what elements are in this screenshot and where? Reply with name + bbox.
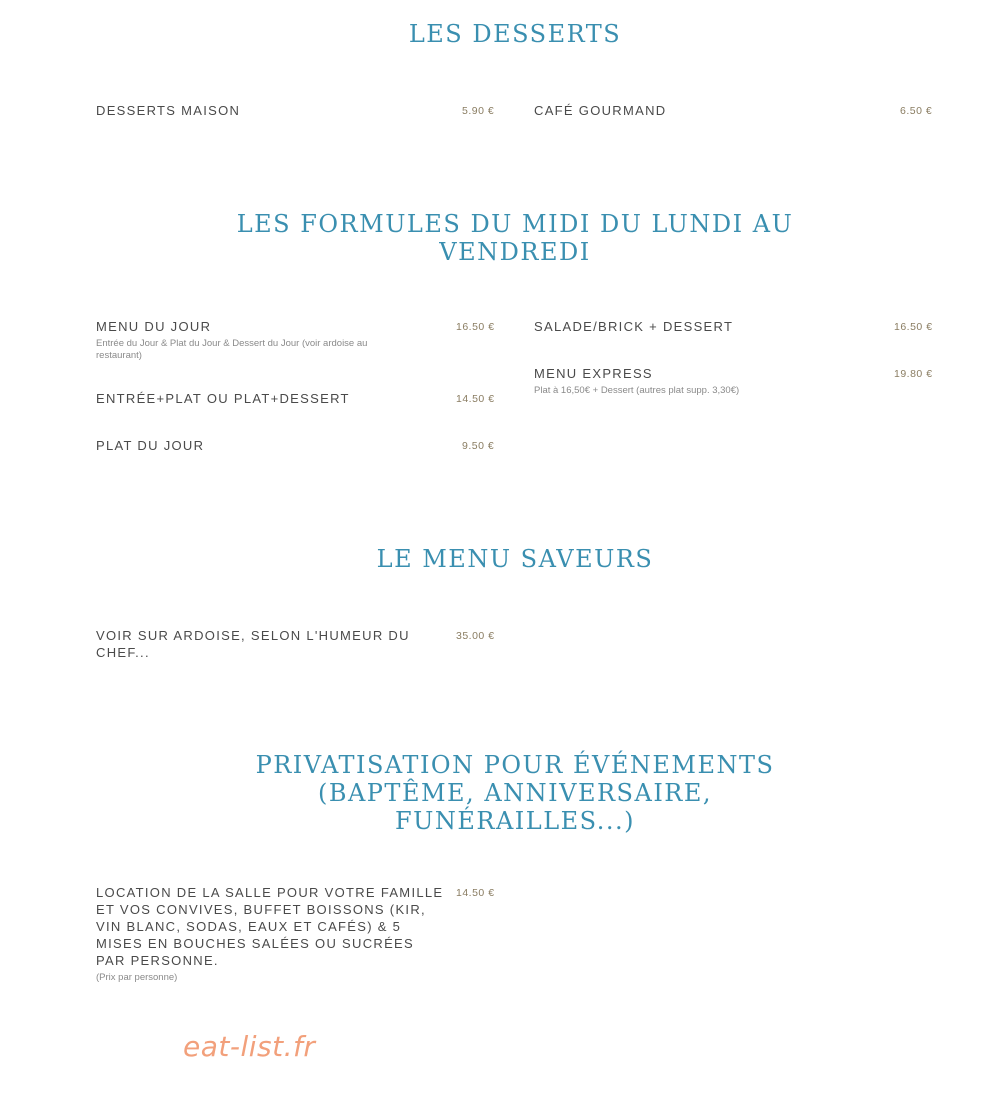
item-description: (Prix par personne) <box>96 972 178 983</box>
menu-item-entree-plat <box>96 390 496 407</box>
menu-item-cafe-gourmand <box>534 102 934 119</box>
item-price: 19.80 € <box>894 368 933 380</box>
item-name: MENU DU JOUR <box>96 319 212 334</box>
item-description: Entrée du Jour & Plat du Jour & Dessert du Jour (voir ardoise au restaurant) <box>96 338 368 361</box>
item-description: Plat à 16,50€ + Dessert (autres plat supp. 3,30€) <box>534 385 740 396</box>
section-title-formules <box>0 210 989 266</box>
title-line: LES FORMULES DU MIDI DU LUNDI AU <box>236 210 794 238</box>
item-price: 35.00 € <box>456 630 495 642</box>
item-name: LOCATION DE LA SALLE POUR VOTRE FAMILLE ET VOS CONVIVES, BUFFET BOISSONS (KIR, VIN BLANC, SODAS, EAUX ET CAFÉS) & 5 MISES EN BOUCHES SALÉES OU SUCRÉES PAR PERSONNE. <box>96 885 444 968</box>
item-price: 16.50 € <box>894 321 933 333</box>
menu-item-menu-du-jour <box>96 318 496 362</box>
item-price: 9.50 € <box>462 440 495 452</box>
watermark-logo: eat-list.fr <box>183 1030 316 1063</box>
title-line: VENDREDI <box>439 238 591 266</box>
menu-item-desserts-maison <box>96 102 496 119</box>
title-line: (BAPTÊME, ANNIVERSAIRE, <box>317 779 713 807</box>
item-name: CAFÉ GOURMAND <box>534 103 667 118</box>
item-name: PLAT DU JOUR <box>96 438 205 453</box>
item-name: SALADE/BRICK + DESSERT <box>534 319 734 334</box>
item-price: 6.50 € <box>900 105 933 117</box>
item-name: ENTRÉE+PLAT OU PLAT+DESSERT <box>96 391 350 406</box>
title-line: FUNÉRAILLES...) <box>394 807 635 835</box>
item-price: 14.50 € <box>456 393 495 405</box>
item-price: 16.50 € <box>456 321 495 333</box>
menu-item-menu-express <box>534 365 934 397</box>
section-title-desserts: LES DESSERTS <box>408 20 622 48</box>
menu-item-salade-brick <box>534 318 934 335</box>
menu-item-ardoise <box>96 627 496 661</box>
menu-item-location-salle <box>96 884 496 984</box>
item-name: VOIR SUR ARDOISE, SELON L'HUMEUR DU CHEF... <box>96 628 410 660</box>
menu-item-plat-du-jour <box>96 437 496 454</box>
item-name: DESSERTS MAISON <box>96 103 241 118</box>
section-title-privatisation <box>0 751 989 835</box>
section-title-saveurs: LE MENU SAVEURS <box>376 545 654 573</box>
item-price: 14.50 € <box>456 887 495 899</box>
item-price: 5.90 € <box>462 105 495 117</box>
item-name: MENU EXPRESS <box>534 366 653 381</box>
title-line: PRIVATISATION POUR ÉVÉNEMENTS <box>255 751 775 779</box>
